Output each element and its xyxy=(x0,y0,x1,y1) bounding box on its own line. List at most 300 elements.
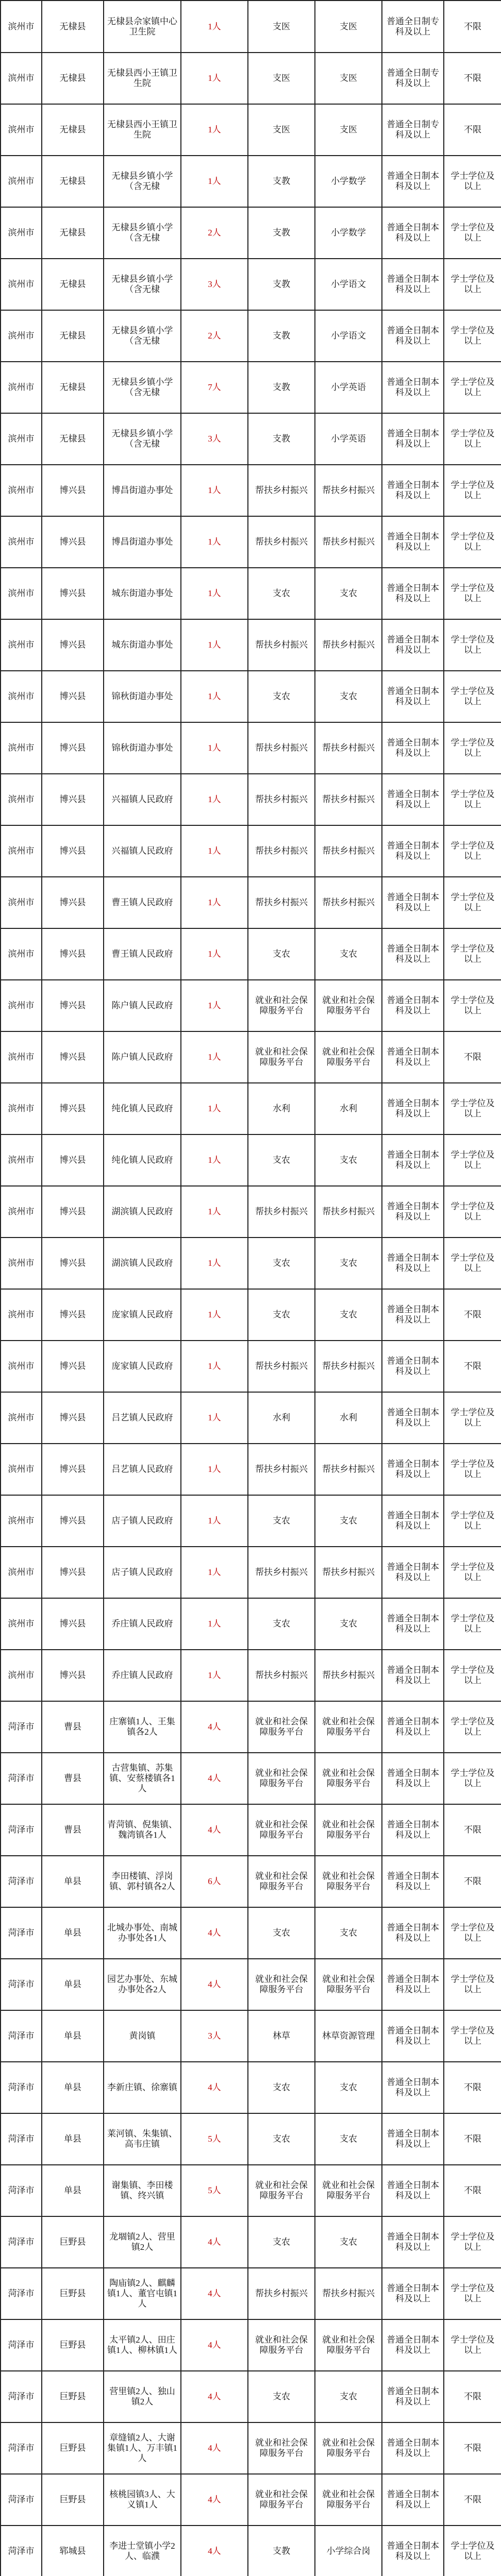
degree-cell: 学士学位及以上 xyxy=(444,1186,501,1238)
unit-cell: 莱河镇、朱集镇、高韦庄镇 xyxy=(104,2113,181,2165)
category-cell: 支教 xyxy=(248,413,315,465)
city-cell: 菏泽市 xyxy=(1,2113,42,2165)
table-row xyxy=(1,2474,501,2526)
category-cell: 帮扶乡村振兴 xyxy=(248,1341,315,1392)
city-cell: 滨州市 xyxy=(1,104,42,156)
table-row xyxy=(1,104,501,156)
degree-cell: 学士学位及以上 xyxy=(444,1701,501,1753)
unit-cell: 无棣县西小王镇卫生院 xyxy=(104,104,181,156)
post-cell: 帮扶乡村振兴 xyxy=(315,1444,382,1495)
education-cell: 普通全日制本科及以上 xyxy=(382,1495,444,1547)
education-cell: 普通全日制本科及以上 xyxy=(382,465,444,516)
category-cell: 支医 xyxy=(248,104,315,156)
headcount-cell: 3人 xyxy=(181,413,248,465)
unit-cell: 乔庄镇人民政府 xyxy=(104,1650,181,1701)
education-cell: 普通全日制本科及以上 xyxy=(382,1650,444,1701)
county-cell: 巨野县 xyxy=(42,2371,104,2422)
degree-cell: 不限 xyxy=(444,2165,501,2216)
table-row xyxy=(1,980,501,1031)
county-cell: 巨野县 xyxy=(42,2268,104,2319)
degree-cell: 学士学位及以上 xyxy=(444,207,501,259)
city-cell: 菏泽市 xyxy=(1,2474,42,2526)
degree-cell: 学士学位及以上 xyxy=(444,1083,501,1134)
headcount-cell: 7人 xyxy=(181,362,248,413)
table-row xyxy=(1,2010,501,2062)
city-cell: 菏泽市 xyxy=(1,2319,42,2371)
city-cell: 滨州市 xyxy=(1,516,42,568)
unit-cell: 无棣县乡镇小学（含无棣 xyxy=(104,259,181,310)
table-row xyxy=(1,1650,501,1701)
post-cell: 就业和社会保障服务平台 xyxy=(315,1701,382,1753)
table-row xyxy=(1,1341,501,1392)
headcount-cell: 1人 xyxy=(181,1444,248,1495)
headcount-cell: 1人 xyxy=(181,1289,248,1341)
headcount-cell: 1人 xyxy=(181,671,248,722)
county-cell: 郓城县 xyxy=(42,2526,104,2576)
headcount-cell: 1人 xyxy=(181,1598,248,1650)
headcount-cell: 2人 xyxy=(181,310,248,362)
city-cell: 滨州市 xyxy=(1,825,42,877)
degree-cell: 不限 xyxy=(444,2371,501,2422)
category-cell: 支农 xyxy=(248,1907,315,1959)
education-cell: 普通全日制本科及以上 xyxy=(382,2216,444,2268)
headcount-cell: 4人 xyxy=(181,2216,248,2268)
city-cell: 菏泽市 xyxy=(1,2216,42,2268)
degree-cell: 学士学位及以上 xyxy=(444,1392,501,1444)
degree-cell: 学士学位及以上 xyxy=(444,2319,501,2371)
education-cell: 普通全日制本科及以上 xyxy=(382,2010,444,2062)
headcount-cell: 1人 xyxy=(181,774,248,825)
headcount-cell: 2人 xyxy=(181,207,248,259)
unit-cell: 锦秋街道办事处 xyxy=(104,722,181,774)
education-cell: 普通全日制本科及以上 xyxy=(382,413,444,465)
post-cell: 支农 xyxy=(315,1134,382,1186)
unit-cell: 城东街道办事处 xyxy=(104,568,181,619)
post-cell: 就业和社会保障服务平台 xyxy=(315,2165,382,2216)
unit-cell: 吕艺镇人民政府 xyxy=(104,1392,181,1444)
county-cell: 博兴县 xyxy=(42,1289,104,1341)
post-cell: 支农 xyxy=(315,568,382,619)
post-cell: 就业和社会保障服务平台 xyxy=(315,2422,382,2474)
category-cell: 就业和社会保障服务平台 xyxy=(248,2165,315,2216)
county-cell: 曹县 xyxy=(42,1701,104,1753)
post-cell: 支农 xyxy=(315,1907,382,1959)
headcount-cell: 6人 xyxy=(181,1856,248,1907)
degree-cell: 学士学位及以上 xyxy=(444,1238,501,1289)
unit-cell: 兴福镇人民政府 xyxy=(104,774,181,825)
city-cell: 菏泽市 xyxy=(1,1753,42,1804)
table-row xyxy=(1,2165,501,2216)
category-cell: 帮扶乡村振兴 xyxy=(248,722,315,774)
table-row xyxy=(1,1238,501,1289)
post-cell: 帮扶乡村振兴 xyxy=(315,825,382,877)
county-cell: 无棣县 xyxy=(42,259,104,310)
degree-cell: 学士学位及以上 xyxy=(444,1959,501,2010)
post-cell: 支医 xyxy=(315,53,382,104)
post-cell: 小学英语 xyxy=(315,413,382,465)
city-cell: 滨州市 xyxy=(1,877,42,928)
category-cell: 就业和社会保障服务平台 xyxy=(248,980,315,1031)
table-row xyxy=(1,2319,501,2371)
headcount-cell: 4人 xyxy=(181,1804,248,1856)
city-cell: 滨州市 xyxy=(1,1186,42,1238)
post-cell: 帮扶乡村振兴 xyxy=(315,1186,382,1238)
degree-cell: 学士学位及以上 xyxy=(444,928,501,980)
county-cell: 博兴县 xyxy=(42,516,104,568)
city-cell: 滨州市 xyxy=(1,1495,42,1547)
category-cell: 水利 xyxy=(248,1083,315,1134)
city-cell: 滨州市 xyxy=(1,671,42,722)
county-cell: 单县 xyxy=(42,2010,104,2062)
county-cell: 巨野县 xyxy=(42,2216,104,2268)
degree-cell: 学士学位及以上 xyxy=(444,516,501,568)
unit-cell: 店子镇人民政府 xyxy=(104,1495,181,1547)
education-cell: 普通全日制本科及以上 xyxy=(382,259,444,310)
county-cell: 博兴县 xyxy=(42,1444,104,1495)
county-cell: 博兴县 xyxy=(42,980,104,1031)
city-cell: 滨州市 xyxy=(1,1341,42,1392)
category-cell: 支农 xyxy=(248,1598,315,1650)
city-cell: 菏泽市 xyxy=(1,2268,42,2319)
city-cell: 滨州市 xyxy=(1,1031,42,1083)
education-cell: 普通全日制本科及以上 xyxy=(382,2113,444,2165)
education-cell: 普通全日制本科及以上 xyxy=(382,516,444,568)
unit-cell: 无棣县乡镇小学（含无棣 xyxy=(104,413,181,465)
county-cell: 曹县 xyxy=(42,1804,104,1856)
post-cell: 就业和社会保障服务平台 xyxy=(315,1753,382,1804)
table-row xyxy=(1,1753,501,1804)
post-cell: 支农 xyxy=(315,1495,382,1547)
table-row xyxy=(1,722,501,774)
unit-cell: 陶庙镇2人、麒麟镇1人、董官屯镇1人 xyxy=(104,2268,181,2319)
county-cell: 博兴县 xyxy=(42,877,104,928)
category-cell: 帮扶乡村振兴 xyxy=(248,1650,315,1701)
table-row xyxy=(1,2371,501,2422)
county-cell: 无棣县 xyxy=(42,362,104,413)
category-cell: 就业和社会保障服务平台 xyxy=(248,2422,315,2474)
education-cell: 普通全日制本科及以上 xyxy=(382,774,444,825)
category-cell: 支农 xyxy=(248,1238,315,1289)
unit-cell: 章缝镇2人、大谢集镇1人、万丰镇1人 xyxy=(104,2422,181,2474)
education-cell: 普通全日制本科及以上 xyxy=(382,568,444,619)
city-cell: 菏泽市 xyxy=(1,1804,42,1856)
post-cell: 小学语文 xyxy=(315,259,382,310)
county-cell: 博兴县 xyxy=(42,1547,104,1598)
degree-cell: 学士学位及以上 xyxy=(444,1547,501,1598)
county-cell: 无棣县 xyxy=(42,156,104,207)
post-cell: 帮扶乡村振兴 xyxy=(315,465,382,516)
unit-cell: 锦秋街道办事处 xyxy=(104,671,181,722)
headcount-cell: 1人 xyxy=(181,1,248,53)
education-cell: 普通全日制本科及以上 xyxy=(382,671,444,722)
table-row xyxy=(1,877,501,928)
category-cell: 林草 xyxy=(248,2010,315,2062)
education-cell: 普通全日制本科及以上 xyxy=(382,1392,444,1444)
education-cell: 普通全日制本科及以上 xyxy=(382,1134,444,1186)
category-cell: 支农 xyxy=(248,1289,315,1341)
category-cell: 水利 xyxy=(248,1392,315,1444)
table-row xyxy=(1,1289,501,1341)
table-row xyxy=(1,1392,501,1444)
category-cell: 就业和社会保障服务平台 xyxy=(248,2474,315,2526)
headcount-cell: 1人 xyxy=(181,568,248,619)
headcount-cell: 4人 xyxy=(181,1907,248,1959)
city-cell: 菏泽市 xyxy=(1,1907,42,1959)
degree-cell: 不限 xyxy=(444,1,501,53)
unit-cell: 纯化镇人民政府 xyxy=(104,1134,181,1186)
post-cell: 就业和社会保障服务平台 xyxy=(315,1804,382,1856)
category-cell: 支教 xyxy=(248,362,315,413)
category-cell: 支农 xyxy=(248,2062,315,2113)
headcount-cell: 4人 xyxy=(181,2062,248,2113)
table-row xyxy=(1,1701,501,1753)
education-cell: 普通全日制本科及以上 xyxy=(382,825,444,877)
table-row xyxy=(1,1547,501,1598)
education-cell: 普通全日制本科及以上 xyxy=(382,2319,444,2371)
degree-cell: 学士学位及以上 xyxy=(444,1444,501,1495)
post-cell: 帮扶乡村振兴 xyxy=(315,877,382,928)
county-cell: 无棣县 xyxy=(42,53,104,104)
table-row xyxy=(1,2113,501,2165)
degree-cell: 不限 xyxy=(444,1341,501,1392)
headcount-cell: 4人 xyxy=(181,2371,248,2422)
education-cell: 普通全日制本科及以上 xyxy=(382,2165,444,2216)
degree-cell: 不限 xyxy=(444,2422,501,2474)
county-cell: 博兴县 xyxy=(42,671,104,722)
degree-cell: 学士学位及以上 xyxy=(444,2526,501,2576)
city-cell: 滨州市 xyxy=(1,465,42,516)
unit-cell: 湖滨镇人民政府 xyxy=(104,1238,181,1289)
unit-cell: 营里镇2人、独山镇2人 xyxy=(104,2371,181,2422)
unit-cell: 无棣县乡镇小学（含无棣 xyxy=(104,362,181,413)
table-row xyxy=(1,1907,501,1959)
table-row xyxy=(1,1856,501,1907)
headcount-cell: 1人 xyxy=(181,722,248,774)
county-cell: 无棣县 xyxy=(42,1,104,53)
table-row xyxy=(1,2526,501,2576)
city-cell: 滨州市 xyxy=(1,362,42,413)
degree-cell: 不限 xyxy=(444,2113,501,2165)
category-cell: 帮扶乡村振兴 xyxy=(248,774,315,825)
category-cell: 就业和社会保障服务平台 xyxy=(248,1856,315,1907)
city-cell: 滨州市 xyxy=(1,1134,42,1186)
education-cell: 普通全日制本科及以上 xyxy=(382,1598,444,1650)
degree-cell: 学士学位及以上 xyxy=(444,722,501,774)
post-cell: 帮扶乡村振兴 xyxy=(315,516,382,568)
county-cell: 巨野县 xyxy=(42,2474,104,2526)
degree-cell: 学士学位及以上 xyxy=(444,2216,501,2268)
headcount-cell: 1人 xyxy=(181,1083,248,1134)
headcount-cell: 1人 xyxy=(181,1186,248,1238)
category-cell: 支医 xyxy=(248,1,315,53)
city-cell: 滨州市 xyxy=(1,207,42,259)
post-cell: 就业和社会保障服务平台 xyxy=(315,980,382,1031)
post-cell: 水利 xyxy=(315,1083,382,1134)
category-cell: 支农 xyxy=(248,671,315,722)
degree-cell: 不限 xyxy=(444,2062,501,2113)
headcount-cell: 3人 xyxy=(181,2010,248,2062)
unit-cell: 谢集镇、李田楼镇、终兴镇 xyxy=(104,2165,181,2216)
education-cell: 普通全日制本科及以上 xyxy=(382,877,444,928)
education-cell: 普通全日制本科及以上 xyxy=(382,2526,444,2576)
post-cell: 支农 xyxy=(315,1289,382,1341)
category-cell: 支教 xyxy=(248,259,315,310)
education-cell: 普通全日制专科及以上 xyxy=(382,53,444,104)
unit-cell: 园艺办事处、东城办事处各2人 xyxy=(104,1959,181,2010)
post-cell: 就业和社会保障服务平台 xyxy=(315,2319,382,2371)
education-cell: 普通全日制本科及以上 xyxy=(382,1804,444,1856)
post-cell: 帮扶乡村振兴 xyxy=(315,1650,382,1701)
city-cell: 滨州市 xyxy=(1,568,42,619)
headcount-cell: 1人 xyxy=(181,1392,248,1444)
degree-cell: 学士学位及以上 xyxy=(444,465,501,516)
unit-cell: 乔庄镇人民政府 xyxy=(104,1598,181,1650)
degree-cell: 学士学位及以上 xyxy=(444,825,501,877)
education-cell: 普通全日制本科及以上 xyxy=(382,2268,444,2319)
headcount-cell: 1人 xyxy=(181,877,248,928)
category-cell: 就业和社会保障服务平台 xyxy=(248,1031,315,1083)
post-cell: 支医 xyxy=(315,104,382,156)
degree-cell: 学士学位及以上 xyxy=(444,1650,501,1701)
table-row xyxy=(1,1083,501,1134)
unit-cell: 纯化镇人民政府 xyxy=(104,1083,181,1134)
post-cell: 就业和社会保障服务平台 xyxy=(315,1856,382,1907)
city-cell: 菏泽市 xyxy=(1,2422,42,2474)
unit-cell: 无棣县佘家镇中心卫生院 xyxy=(104,1,181,53)
degree-cell: 学士学位及以上 xyxy=(444,310,501,362)
headcount-cell: 4人 xyxy=(181,2268,248,2319)
post-cell: 林草资源管理 xyxy=(315,2010,382,2062)
degree-cell: 不限 xyxy=(444,104,501,156)
headcount-cell: 4人 xyxy=(181,2319,248,2371)
county-cell: 单县 xyxy=(42,1907,104,1959)
category-cell: 支农 xyxy=(248,2371,315,2422)
city-cell: 滨州市 xyxy=(1,53,42,104)
post-cell: 小学英语 xyxy=(315,362,382,413)
city-cell: 滨州市 xyxy=(1,1238,42,1289)
table-row xyxy=(1,362,501,413)
unit-cell: 兴福镇人民政府 xyxy=(104,825,181,877)
education-cell: 普通全日制本科及以上 xyxy=(382,1238,444,1289)
headcount-cell: 1人 xyxy=(181,980,248,1031)
unit-cell: 陈户镇人民政府 xyxy=(104,1031,181,1083)
unit-cell: 陈户镇人民政府 xyxy=(104,980,181,1031)
education-cell: 普通全日制本科及以上 xyxy=(382,619,444,671)
county-cell: 博兴县 xyxy=(42,1134,104,1186)
table-row xyxy=(1,774,501,825)
table-row xyxy=(1,2268,501,2319)
degree-cell: 学士学位及以上 xyxy=(444,1134,501,1186)
city-cell: 滨州市 xyxy=(1,774,42,825)
unit-cell: 古营集镇、苏集镇、安蔡楼镇各1人 xyxy=(104,1753,181,1804)
table-row xyxy=(1,1031,501,1083)
category-cell: 就业和社会保障服务平台 xyxy=(248,1959,315,2010)
county-cell: 博兴县 xyxy=(42,1186,104,1238)
city-cell: 菏泽市 xyxy=(1,2371,42,2422)
city-cell: 滨州市 xyxy=(1,1083,42,1134)
headcount-cell: 1人 xyxy=(181,1495,248,1547)
education-cell: 普通全日制本科及以上 xyxy=(382,1444,444,1495)
post-cell: 帮扶乡村振兴 xyxy=(315,1547,382,1598)
headcount-cell: 1人 xyxy=(181,928,248,980)
unit-cell: 太平镇2人、田庄镇1人、柳林镇1人 xyxy=(104,2319,181,2371)
unit-cell: 李进士堂镇小学2人、临濮 xyxy=(104,2526,181,2576)
headcount-cell: 1人 xyxy=(181,1341,248,1392)
education-cell: 普通全日制本科及以上 xyxy=(382,1289,444,1341)
post-cell: 支农 xyxy=(315,1238,382,1289)
post-cell: 小学综合岗 xyxy=(315,2526,382,2576)
headcount-cell: 4人 xyxy=(181,2474,248,2526)
post-cell: 支医 xyxy=(315,1,382,53)
headcount-cell: 1人 xyxy=(181,104,248,156)
county-cell: 博兴县 xyxy=(42,1392,104,1444)
category-cell: 帮扶乡村振兴 xyxy=(248,2268,315,2319)
county-cell: 博兴县 xyxy=(42,1083,104,1134)
education-cell: 普通全日制本科及以上 xyxy=(382,928,444,980)
unit-cell: 北城办事处、南城办事处各1人 xyxy=(104,1907,181,1959)
category-cell: 就业和社会保障服务平台 xyxy=(248,1701,315,1753)
table-row xyxy=(1,2062,501,2113)
education-cell: 普通全日制本科及以上 xyxy=(382,2474,444,2526)
degree-cell: 不限 xyxy=(444,1804,501,1856)
city-cell: 滨州市 xyxy=(1,928,42,980)
table-row xyxy=(1,1959,501,2010)
headcount-cell: 1人 xyxy=(181,619,248,671)
category-cell: 帮扶乡村振兴 xyxy=(248,1547,315,1598)
degree-cell: 学士学位及以上 xyxy=(444,2268,501,2319)
city-cell: 菏泽市 xyxy=(1,2010,42,2062)
degree-cell: 学士学位及以上 xyxy=(444,362,501,413)
county-cell: 单县 xyxy=(42,2062,104,2113)
table-row xyxy=(1,825,501,877)
category-cell: 帮扶乡村振兴 xyxy=(248,619,315,671)
unit-cell: 庞家镇人民政府 xyxy=(104,1289,181,1341)
unit-cell: 博昌街道办事处 xyxy=(104,516,181,568)
city-cell: 菏泽市 xyxy=(1,1856,42,1907)
post-cell: 小学语文 xyxy=(315,310,382,362)
city-cell: 滨州市 xyxy=(1,619,42,671)
table-row xyxy=(1,568,501,619)
county-cell: 博兴县 xyxy=(42,619,104,671)
post-cell: 就业和社会保障服务平台 xyxy=(315,1031,382,1083)
post-cell: 帮扶乡村振兴 xyxy=(315,2268,382,2319)
post-cell: 支农 xyxy=(315,928,382,980)
education-cell: 普通全日制本科及以上 xyxy=(382,980,444,1031)
category-cell: 就业和社会保障服务平台 xyxy=(248,2319,315,2371)
degree-cell: 学士学位及以上 xyxy=(444,568,501,619)
county-cell: 巨野县 xyxy=(42,2319,104,2371)
table-row xyxy=(1,310,501,362)
category-cell: 就业和社会保障服务平台 xyxy=(248,1804,315,1856)
degree-cell: 学士学位及以上 xyxy=(444,413,501,465)
degree-cell: 学士学位及以上 xyxy=(444,1907,501,1959)
education-cell: 普通全日制本科及以上 xyxy=(382,362,444,413)
county-cell: 博兴县 xyxy=(42,568,104,619)
city-cell: 滨州市 xyxy=(1,1547,42,1598)
post-cell: 帮扶乡村振兴 xyxy=(315,722,382,774)
table-row xyxy=(1,413,501,465)
unit-cell: 核桃园镇3人、大义镇1人 xyxy=(104,2474,181,2526)
degree-cell: 不限 xyxy=(444,1856,501,1907)
county-cell: 无棣县 xyxy=(42,207,104,259)
city-cell: 菏泽市 xyxy=(1,1701,42,1753)
degree-cell: 学士学位及以上 xyxy=(444,1598,501,1650)
degree-cell: 学士学位及以上 xyxy=(444,1495,501,1547)
degree-cell: 不限 xyxy=(444,2474,501,2526)
degree-cell: 不限 xyxy=(444,53,501,104)
city-cell: 滨州市 xyxy=(1,259,42,310)
education-cell: 普通全日制本科及以上 xyxy=(382,2371,444,2422)
